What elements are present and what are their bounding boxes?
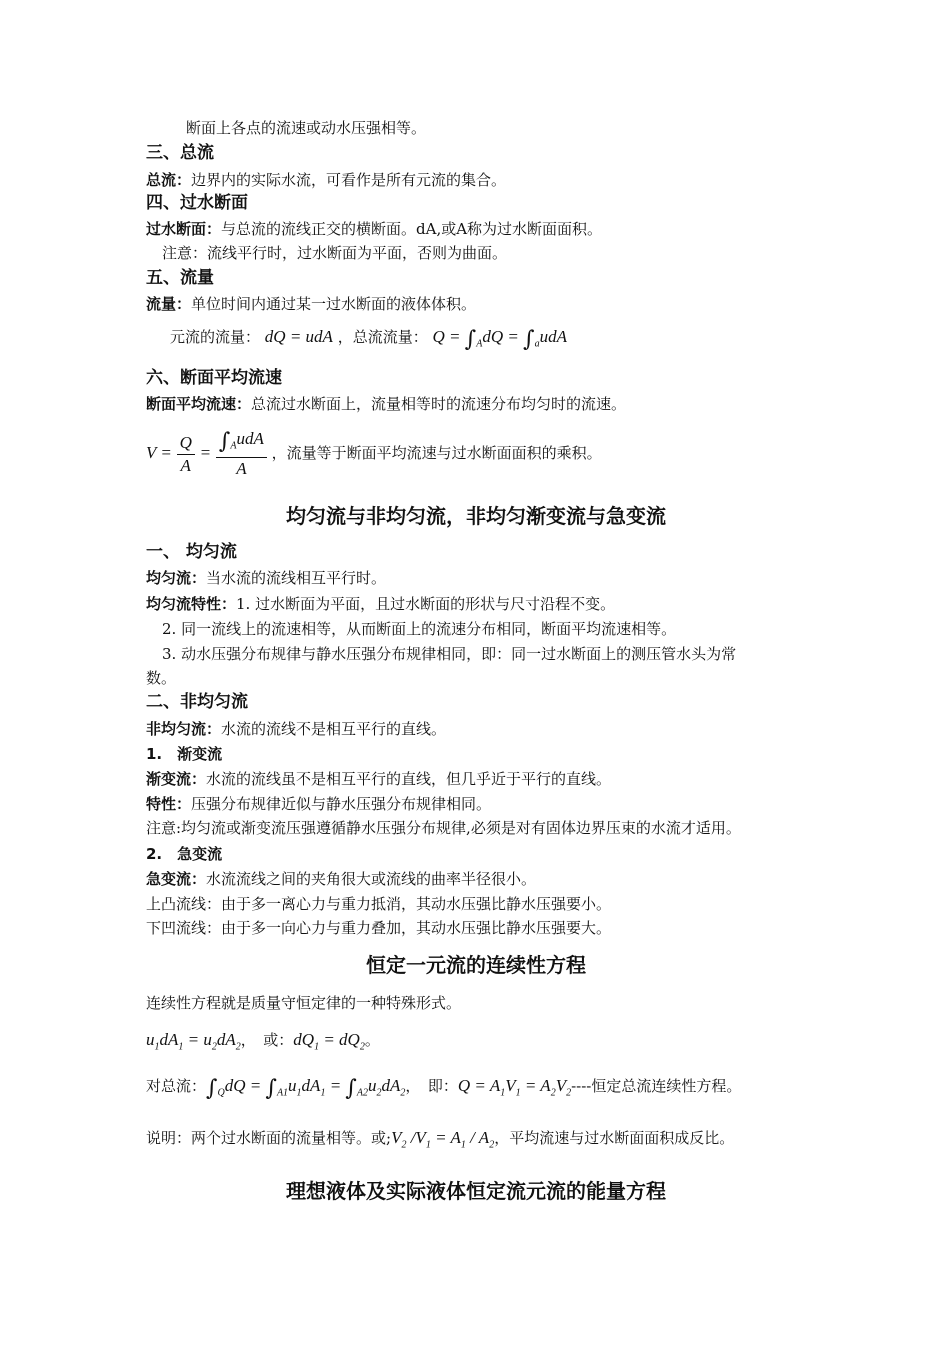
formula-continuity-total: 对总流：$\int_QdQ = \int_{A1}u_1dA_1 = \int_{A2}u_2dA_2$， 即：$Q = A_1V_1 = A_2V_2----$恒定总流连续性方程。 bbox=[146, 1076, 742, 1101]
text-line: 下凹流线：由于多一向心力与重力叠加，其动水压强比静水压强要大。 bbox=[146, 919, 612, 937]
definition-text: 边界内的实际水流，可看作是所有元流的集合。 bbox=[191, 171, 507, 189]
formula-continuity-elementary: $u_1dA_1 = u_2dA_2$， 或：$dQ_1 = dQ_2$。 bbox=[146, 1030, 380, 1053]
heading-cross-section: 四、过水断面 bbox=[146, 193, 248, 213]
heading-total-flow: 三、总流 bbox=[146, 143, 214, 163]
text-line: 连续性方程就是质量守恒定律的一种特殊形式。 bbox=[146, 994, 462, 1012]
text-line: 均匀流：当水流的流线相互平行时。 bbox=[146, 569, 387, 587]
formula-mean-velocity: V = $\frac{Q}{A}$ = $\frac{\int_AudA}{A}$ ，流量等于断面平均流速与过水断面面积的乘积。 bbox=[146, 429, 602, 479]
text-line: 上凸流线：由于多一离心力与重力抵消，其动水压强比静水压强要小。 bbox=[146, 895, 612, 913]
term-label: 流量： bbox=[146, 295, 192, 313]
text-line: 均匀流特性：1. 过水断面为平面，且过水断面的形状与尺寸沿程不变。 bbox=[146, 595, 616, 613]
section-title: 理想液体及实际液体恒定流元流的能量方程 bbox=[286, 1179, 666, 1203]
note-line: 注意:均匀流或渐变流压强遵循静水压强分布规律,必须是对有固体边界压束的水流才适用。 bbox=[146, 819, 741, 837]
text-line: 数。 bbox=[146, 669, 177, 687]
term-label: 过水断面： bbox=[146, 220, 222, 238]
subheading: 2. 急变流 bbox=[146, 845, 223, 863]
text-line: 说明：两个过水断面的流量相等。或$;V_2$ $/V_1 = A_1 / A_2$，平均流速与过水断面面积成反比。 bbox=[146, 1128, 735, 1151]
formula-discharge: 元流的流量： dQ = udA ，总流流量： $Q = \int_AdQ = \int_audA$ bbox=[170, 327, 567, 352]
text-line: 3. 动水压强分布规律与静水压强分布规律相同，即：同一过水断面上的测压管水头为常 bbox=[162, 645, 737, 663]
heading-mean-velocity: 六、断面平均流速 bbox=[146, 368, 282, 388]
text-line: 急变流：水流流线之间的夹角很大或流线的曲率半径很小。 bbox=[146, 870, 537, 888]
term-label: 总流： bbox=[146, 171, 192, 189]
heading-uniform-flow: 一、 均匀流 bbox=[146, 542, 237, 562]
text-line: 2. 同一流线上的流速相等，从而断面上的流速分布相同，断面平均流速相等。 bbox=[162, 620, 677, 638]
heading-discharge: 五、流量 bbox=[146, 268, 214, 288]
term-label: 断面平均流速： bbox=[146, 395, 252, 413]
definition-text: 单位时间内通过某一过水断面的液体体积。 bbox=[191, 295, 477, 313]
note-line: 注意：流线平行时，过水断面为平面，否则为曲面。 bbox=[162, 244, 508, 262]
text-line bbox=[146, 294, 476, 314]
text-line: 断面上各点的流速或动水压强相等。 bbox=[186, 119, 427, 137]
text-line: 渐变流：水流的流线虽不是相互平行的直线，但几乎近于平行的直线。 bbox=[146, 770, 612, 788]
definition-text: 与总流的流线正交的横断面。dA,或A称为过水断面面积。 bbox=[221, 220, 603, 238]
text-line bbox=[146, 219, 602, 239]
text-line: 非均匀流：水流的流线不是相互平行的直线。 bbox=[146, 720, 447, 738]
text-line bbox=[146, 170, 506, 190]
definition-text: 总流过水断面上，流量相等时的流速分布均匀时的流速。 bbox=[251, 395, 627, 413]
text-line: 特性：压强分布规律近似与静水压强分布规律相同。 bbox=[146, 795, 492, 813]
section-title: 恒定一元流的连续性方程 bbox=[366, 953, 586, 977]
subheading: 1. 渐变流 bbox=[146, 745, 223, 763]
heading-nonuniform-flow: 二、非均匀流 bbox=[146, 692, 248, 712]
text-line bbox=[146, 394, 626, 414]
section-title: 均匀流与非均匀流，非均匀渐变流与急变流 bbox=[286, 504, 666, 528]
